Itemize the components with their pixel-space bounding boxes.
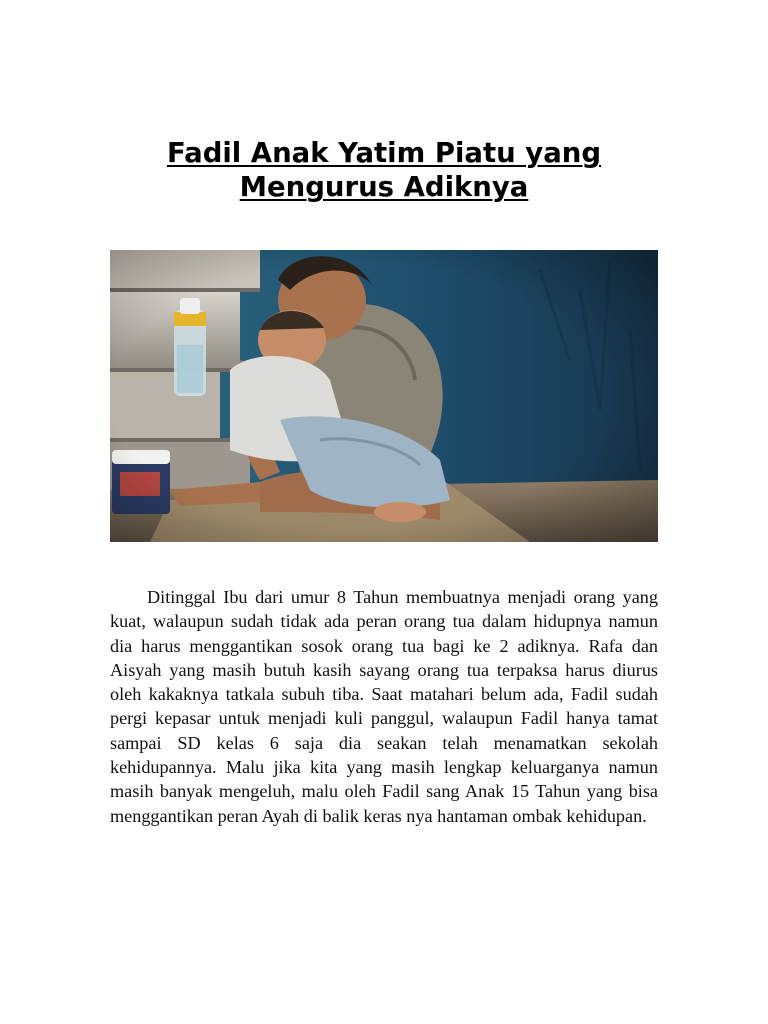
photo-illustration	[110, 250, 658, 542]
page-title	[110, 136, 658, 204]
photo-children	[110, 250, 658, 542]
body-paragraph: Ditinggal Ibu dari umur 8 Tahun membuatnya menjadi orang yang kuat, walaupun sudah tidak ada peran orang tua dalam hidupnya namun dia harus menggantikan sosok orang tua bagi ke 2 adiknya. Rafa dan Aisyah yang masih butuh kasih sayang orang tua terpaksa harus diurus oleh kakaknya tatkala subuh tiba. Saat matahari belum ada, Fadil sudah pergi kepasar untuk menjadi kuli panggul, walaupun Fadil hanya tamat sampai SD kelas 6 saja dia seakan telah menamatkan sekolah kehidupannya. Malu jika kita yang masih lengkap keluarganya namun masih banyak mengeluh, malu oleh Fadil sang Anak 15 Tahun yang bisa menggantikan peran Ayah di balik keras nya hantaman ombak kehidupan.	[110, 587, 658, 826]
page-title-text: Fadil Anak Yatim Piatu yang Mengurus Adiknya	[166, 137, 602, 203]
